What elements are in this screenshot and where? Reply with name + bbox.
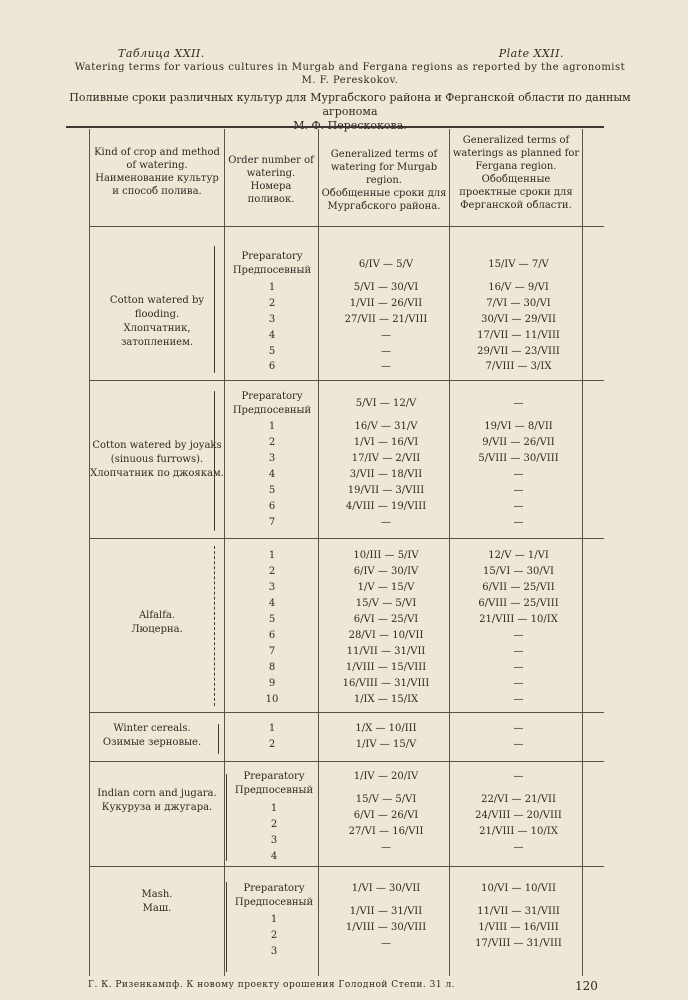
fergana-value: 21/VIII — 10/IX — [479, 614, 558, 625]
murgab-value: 1/VI — 16/VI — [353, 437, 419, 448]
order-preparatory-ru: Предпосевный — [234, 897, 314, 908]
fergana-value: — — [513, 694, 524, 705]
order-preparatory-en: Preparatory — [243, 883, 305, 894]
order-number: 5 — [268, 614, 276, 625]
murgab-value: 27/VII — 21/VIII — [344, 314, 428, 325]
murgab-value: 6/VI — 25/VI — [353, 614, 419, 625]
fergana-value: 17/VII — 11/VIII — [477, 330, 560, 341]
crop-alfalfa — [90, 609, 224, 637]
brace-alfalfa — [214, 546, 215, 706]
crop-name-en: Cotton watered by flooding. — [109, 295, 205, 320]
order-number: 1 — [268, 282, 276, 293]
footer-citation: Г. К. Ризенкампф. К новому проекту орошения Голодной Степи. 31 л. — [88, 980, 456, 990]
brace-indian-corn — [226, 774, 227, 861]
murgab-value: 1/VI — 30/VII — [351, 883, 421, 894]
murgab-value: — — [381, 842, 391, 853]
header-fergana-en: Generalized terms of waterings as planned for Fergana region. — [452, 135, 580, 172]
murgab-value: 15/V — 5/VI — [355, 598, 417, 609]
crop-name-ru: Озимые зерновые. — [102, 737, 202, 748]
table-right-border — [582, 129, 583, 976]
fergana-value: 24/VIII — 20/VIII — [475, 810, 562, 821]
group-rule-3 — [89, 712, 604, 713]
header-murgab — [321, 148, 447, 213]
column-divider-3 — [449, 129, 450, 976]
crop-name-en-2: (sinuous furrows). — [110, 454, 204, 465]
crop-name-en: Alfalfa. — [138, 610, 176, 621]
order-preparatory-en: Preparatory — [243, 771, 305, 782]
crop-winter-cereals — [90, 722, 214, 750]
order-number: 6 — [268, 630, 276, 641]
group-rule-5 — [89, 866, 604, 867]
order-number: 7 — [268, 517, 276, 528]
order-number: 2 — [268, 298, 276, 309]
murgab-value: 6/IV — 30/IV — [353, 566, 419, 577]
murgab-value: 16/VIII — 31/VIII — [342, 678, 430, 689]
murgab-value: 1/IV — 20/IV — [353, 771, 419, 782]
murgab-value: 6/IV — 5/V — [358, 259, 414, 270]
header-murgab-en: Generalized terms of watering for Murgab region. — [330, 149, 438, 186]
order-preparatory — [226, 250, 318, 278]
order-number: 3 — [268, 582, 276, 593]
header-murgab-ru: Обобщенные сроки для Мургабского района. — [321, 188, 447, 212]
order-number: 7 — [268, 646, 276, 657]
header-crop — [94, 146, 220, 198]
header-fergana — [452, 134, 580, 212]
brace-cotton-joyaks — [214, 391, 215, 531]
group-rule-1 — [89, 380, 604, 381]
murgab-value: 4/VIII — 19/VIII — [345, 501, 427, 512]
fergana-value: — — [513, 398, 524, 409]
fergana-value: — — [513, 771, 524, 782]
order-number: 1 — [268, 550, 276, 561]
order-number: 4 — [268, 330, 276, 341]
order-number: 6 — [268, 501, 276, 512]
crop-name-ru: Маш. — [142, 903, 172, 914]
order-preparatory-ru: Предпосевный — [232, 405, 312, 416]
table-top-rule — [66, 126, 604, 128]
order-number: 3 — [268, 453, 276, 464]
murgab-value: 1/VIII — 15/VIII — [345, 662, 427, 673]
murgab-value: — — [381, 361, 391, 372]
fergana-value: 17/VIII — 31/VIII — [475, 938, 562, 949]
table-left-border — [89, 129, 90, 976]
column-divider-1 — [224, 129, 225, 976]
order-preparatory-ru: Предпосевный — [232, 265, 312, 276]
murgab-value: 15/V — 5/VI — [355, 794, 417, 805]
murgab-value: 1/X — 10/III — [355, 723, 417, 734]
title-ru-line-2: М. Ф. Перескокова. — [293, 119, 407, 132]
title-ru-line-1: Поливные сроки различных культур для Мургабского района и Ферганской области по данным агронома — [69, 91, 631, 118]
watering-table — [66, 126, 604, 976]
fergana-value: — — [513, 469, 524, 480]
fergana-value: 7/VIII — 3/IX — [485, 361, 552, 372]
order-number: 2 — [268, 566, 276, 577]
header-order-ru: Номера поливок. — [247, 181, 295, 205]
order-number: 1 — [268, 421, 276, 432]
fergana-value: — — [513, 485, 524, 496]
fergana-value: — — [513, 739, 524, 750]
column-divider-2 — [318, 129, 319, 976]
order-number: 4 — [270, 851, 278, 862]
crop-cotton-joyaks — [90, 439, 224, 481]
page-number: 120 — [575, 979, 598, 993]
murgab-value: 28/VI — 10/VII — [348, 630, 424, 641]
murgab-value: 1/IX — 15/IX — [353, 694, 419, 705]
crop-mash — [90, 888, 224, 916]
fergana-value: 11/VII — 31/VIII — [477, 906, 560, 917]
crop-name-en: Mash. — [141, 889, 173, 900]
order-number: 2 — [270, 819, 278, 830]
fergana-value: 19/VI — 8/VII — [484, 421, 553, 432]
order-number: 8 — [268, 662, 276, 673]
order-number: 2 — [268, 739, 276, 750]
header-crop-ru: Наименование культур и способ полива. — [95, 173, 219, 197]
order-preparatory — [230, 882, 318, 910]
fergana-value: — — [513, 842, 524, 853]
fergana-value: — — [513, 630, 524, 641]
murgab-value: 11/VII — 31/VII — [346, 646, 426, 657]
order-number: 1 — [268, 723, 276, 734]
order-number: 4 — [268, 598, 276, 609]
brace-cotton-flooding — [214, 246, 215, 373]
fergana-value: — — [513, 678, 524, 689]
group-rule-2 — [89, 538, 604, 539]
header-rule — [89, 226, 604, 227]
order-preparatory — [226, 390, 318, 418]
header-order — [226, 154, 316, 206]
murgab-value: — — [381, 330, 391, 341]
order-preparatory — [230, 770, 318, 798]
header-fergana-ru: Обобщенные проектные сроки для Ферганской области. — [459, 174, 573, 211]
murgab-value: 5/VI — 12/V — [355, 398, 417, 409]
crop-cotton-flooding — [90, 294, 224, 350]
title-en-line-2: M. F. Pereskokov. — [301, 75, 399, 86]
fergana-value: — — [513, 646, 524, 657]
murgab-value: 17/IV — 2/VII — [351, 453, 421, 464]
murgab-value: 16/V — 31/V — [354, 421, 418, 432]
order-number: 3 — [270, 946, 278, 957]
crop-name-ru: Люцерна. — [131, 624, 183, 635]
crop-name-ru: Кукуруза и джугара. — [101, 802, 213, 813]
order-number: 3 — [268, 314, 276, 325]
fergana-value: 7/VI — 30/VI — [486, 298, 551, 309]
fergana-value: 22/VI — 21/VII — [481, 794, 556, 805]
murgab-value: — — [381, 938, 391, 949]
murgab-value: — — [381, 517, 391, 528]
murgab-value: 19/VII — 3/VIII — [347, 485, 425, 496]
table-label-ru: Таблица XXII. — [118, 47, 205, 60]
murgab-value: 5/VI — 30/VI — [353, 282, 419, 293]
crop-name-en-1: Cotton watered by joyaks — [92, 440, 222, 451]
fergana-value: 9/VII — 26/VII — [482, 437, 555, 448]
order-number: 2 — [268, 437, 276, 448]
murgab-value: 3/VII — 18/VII — [349, 469, 423, 480]
fergana-value: 29/VII — 23/VIII — [477, 346, 560, 357]
order-number: 1 — [270, 803, 278, 814]
murgab-value: 1/VII — 26/VII — [349, 298, 423, 309]
order-number: 3 — [270, 835, 278, 846]
murgab-value: 6/VI — 26/VI — [353, 810, 419, 821]
fergana-value: 6/VII — 25/VII — [482, 582, 555, 593]
order-number: 2 — [270, 930, 278, 941]
murgab-value: 1/VII — 31/VII — [349, 906, 423, 917]
order-number: 5 — [268, 485, 276, 496]
order-number: 6 — [268, 361, 276, 372]
murgab-value: — — [381, 346, 391, 357]
fergana-value: 10/VI — 10/VII — [481, 883, 556, 894]
group-rule-4 — [89, 761, 604, 762]
murgab-value: 10/III — 5/IV — [353, 550, 419, 561]
crop-indian-corn — [90, 787, 224, 815]
fergana-value: 6/VIII — 25/VIII — [478, 598, 559, 609]
crop-name-ru: Хлопчатник, затоплением. — [120, 323, 194, 348]
order-number: 5 — [268, 346, 276, 357]
fergana-value: — — [513, 723, 524, 734]
fergana-value: 16/V — 9/VI — [488, 282, 549, 293]
crop-name-en: Indian corn and jugara. — [97, 788, 217, 799]
fergana-value: 12/V — 1/VI — [488, 550, 549, 561]
order-number: 1 — [270, 914, 278, 925]
header-crop-en: Kind of crop and method of watering. — [94, 147, 220, 171]
order-preparatory-ru: Предпосевный — [234, 785, 314, 796]
fergana-value: 1/VIII — 16/VIII — [478, 922, 559, 933]
murgab-value: 1/IV — 15/V — [355, 739, 417, 750]
table-label-en: Plate XXII. — [498, 47, 564, 60]
order-preparatory-en: Preparatory — [241, 391, 303, 402]
fergana-value: 21/VIII — 10/IX — [479, 826, 558, 837]
brace-winter-cereals — [218, 724, 219, 754]
fergana-value: 15/IV — 7/V — [488, 259, 549, 270]
fergana-value: — — [513, 501, 524, 512]
order-number: 4 — [268, 469, 276, 480]
murgab-value: 1/VIII — 30/VIII — [345, 922, 427, 933]
header-order-en: Order number of watering. — [228, 155, 314, 179]
fergana-value: — — [513, 662, 524, 673]
brace-mash — [226, 882, 227, 972]
murgab-value: 27/VI — 16/VII — [348, 826, 424, 837]
fergana-value: 15/VI — 30/VI — [483, 566, 554, 577]
order-preparatory-en: Preparatory — [241, 251, 303, 262]
crop-name-ru: Хлопчатник по джоякам. — [90, 468, 224, 479]
fergana-value: 30/VI — 29/VII — [481, 314, 556, 325]
fergana-value: — — [513, 517, 524, 528]
title-english — [50, 61, 650, 87]
fergana-value: 5/VIII — 30/VIII — [478, 453, 559, 464]
murgab-value: 1/V — 15/V — [357, 582, 415, 593]
crop-name-en: Winter cereals. — [113, 723, 191, 734]
order-number: 9 — [268, 678, 276, 689]
order-number: 10 — [265, 694, 279, 705]
title-en-line-1: Watering terms for various cultures in Murgab and Fergana regions as reported by the agronomist — [74, 62, 626, 73]
